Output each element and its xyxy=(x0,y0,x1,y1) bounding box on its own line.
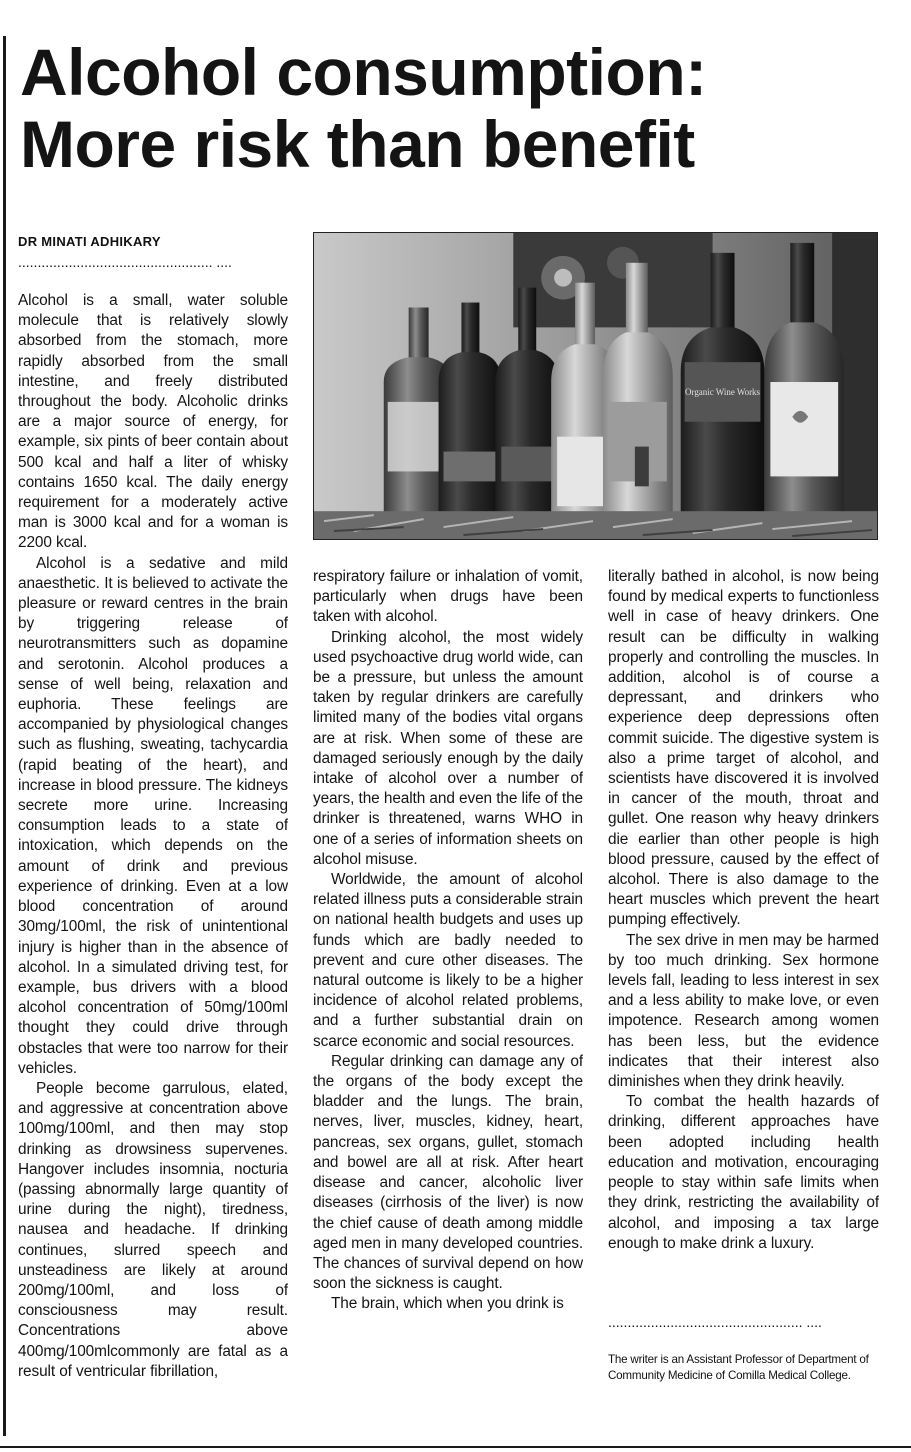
paragraph: Alcohol is a sedative and mild anaesthetic. It is believed to activate the pleasure or reward centres in the brain by triggering release of neurotransmitters such as dopamine and serotonin. Alcohol produces a sense of well being, relaxation and euphoria. These feelings are accompanied by physiological changes such as flushing, sweating, tachycardia (rapid beating of the heart), and increase in blood pressure. The kidneys secrete more urine. Increasing consumption leads to a state of intoxication, which depends on the amount of drink and previous experience of drinking. Even at a low blood concentration of around 30mg/100ml, the risk of unintentional injury is higher than in the absence of alcohol. In a simulated driving test, for example, bus drivers with a blood alcohol concentration of 50mg/100ml thought they could drive through obstacles that were too narrow for their vehicles. xyxy=(18,554,288,1077)
paragraph: People become garrulous, elated, and aggressive at concentration above 100mg/100ml, and then may stop drinking as drowsiness supervenes. Hangover includes insomnia, nocturia (passing abnormally large quantity of urine during the night), tiredness, nausea and headache. If drinking continues, slurred speech and unsteadiness are likely at around 200mg/100ml, and loss of consciousness may result. Concentrations above 400mg/100mlcommonly are fatal as a result of ventricular fibrillation, xyxy=(18,1079,288,1380)
photo-illustration xyxy=(314,233,877,539)
headline-line-2: More risk than benefit xyxy=(20,107,695,181)
paragraph: respiratory failure or inhalation of vomit, particularly when drugs have been taken with alcohol. xyxy=(313,568,583,626)
footnote-separator: .................................................. .... xyxy=(608,1314,822,1330)
paragraph: literally bathed in alcohol, is now being found by medical experts to functionless well in case of heavy drinkers. One result can be difficulty in walking properly and controlling the muscles. In addition, alcohol is of course a depressant, and drinkers who experience deep depressions often commit suicide. The digestive system is also a prime target of alcohol, and scientists have discovered it is involved in cancer of the mouth, throat and gullet. One reason why heavy drinkers die earlier than other people is high blood pressure, caused by the effect of alcohol. There is also damage to the heart muscles which prevent the heart pumping effectively. xyxy=(608,568,879,929)
bottom-rule xyxy=(0,1446,911,1448)
paragraph: Regular drinking can damage any of the organs of the body except the bladder and the lungs. The brain, nerves, liver, muscles, kidney, heart, pancreas, sex organs, gullet, stomach and bowel are all at risk. After heart disease and cancer, alcoholic liver diseases (cirrhosis of the liver) is now the chief cause of death among middle aged men in many developed countries. The chances of survival depend on how soon the sickness is caught. xyxy=(313,1052,583,1293)
author-footnote: The writer is an Assistant Professor of Department of Community Medicine of Comilla Medical College. xyxy=(608,1353,869,1382)
paragraph: Drinking alcohol, the most widely used psychoactive drug world wide, can be a pressure, but unless the amount taken by regular drinkers are carefully limited many of the bodies vital organs are at risk. When some of these are damaged seriously enough by the daily intake of alcohol over a number of years, the health and even the life of the drinker is threatened, warns WHO in one of a series of information sheets on alcohol misuse. xyxy=(313,628,583,868)
headline xyxy=(20,36,900,180)
headline-line-1: Alcohol consumption: xyxy=(20,35,707,109)
paragraph: Worldwide, the amount of alcohol related illness puts a considerable strain on national health budgets and uses up funds which are badly needed to prevent and cure other diseases. The natural outcome is likely to be a higher incidence of alcohol related problems, and a further substantial drain on scarce economic and social resources. xyxy=(313,871,583,1050)
paragraph: To combat the health hazards of drinking, different approaches have been adopted including health education and motivation, encouraging people to stay within safe limits when they drink, restricting the availability of alcohol, and imposing a tax large enough to make drink a luxury. xyxy=(608,1093,879,1252)
byline: DR MINATI ADHIKARY xyxy=(18,234,161,249)
byline-separator: .................................................. .... xyxy=(18,254,232,270)
wine-bottles-photo xyxy=(313,232,878,540)
paragraph: Alcohol is a small, water soluble molecule that is relatively slowly absorbed from the stomach, more rapidly absorbed from the small intestine, and freely distributed throughout the body. Alcoholic drinks are a major source of energy, for example, six pints of beer contain about 500 kcal and half a liter of whisky contains 1650 kcal. The daily energy requirement for a moderately active man is 3000 kcal and for a woman is 2200 kcal. xyxy=(18,292,288,552)
column-1 xyxy=(18,291,288,1439)
paragraph: The sex drive in men may be harmed by too much drinking. Sex hormone levels fall, leading to less interest in sex and a less ability to make love, or even impotence. Research among women has been less, but the evidence indicates that their interest also diminishes when they drink heavily. xyxy=(608,931,879,1091)
bottle-label-text: Organic Wine Works xyxy=(685,386,761,397)
left-column-rule xyxy=(3,36,6,1436)
paragraph: The brain, which when you drink is xyxy=(331,1295,564,1313)
column-3 xyxy=(608,567,879,1322)
column-2 xyxy=(313,567,583,1440)
